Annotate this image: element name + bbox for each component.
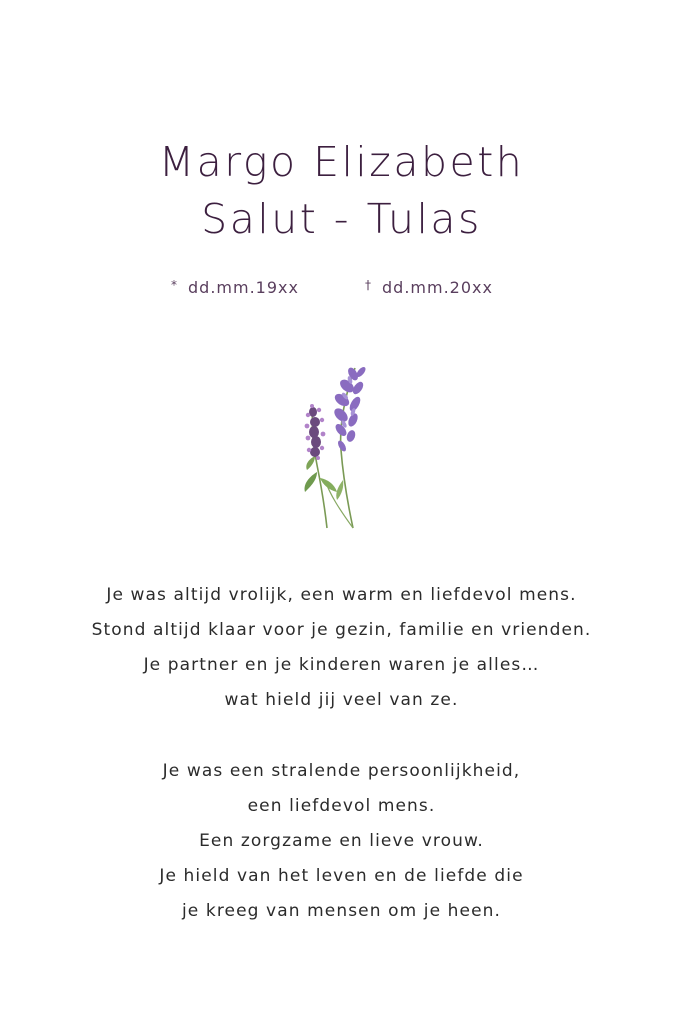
lavender-sprigs-illustration <box>295 360 375 532</box>
poem-line: wat hield jij veel van ze. <box>224 690 459 710</box>
deceased-name-line1: Margo Elizabeth <box>158 138 525 186</box>
birth-symbol: * <box>171 278 178 292</box>
birth-date <box>171 278 299 297</box>
poem-line: Je was een stralende persoonlijkheid, <box>162 761 521 781</box>
death-symbol: † <box>365 278 372 292</box>
deceased-name-line2: Salut - Tulas <box>201 195 482 243</box>
stanza-break <box>0 723 683 759</box>
poem-line: Je was altijd vrolijk, een warm en liefdevol mens. <box>106 585 577 605</box>
death-date <box>365 278 493 297</box>
poem-line: Je hield van het leven en de liefde die <box>159 866 524 886</box>
birth-date-value: dd.mm.19xx <box>188 278 299 297</box>
poem-line: je kreeg van mensen om je heen. <box>181 901 502 921</box>
memorial-poem <box>0 583 683 934</box>
life-dates <box>0 278 683 298</box>
poem-line: Een zorgzame en lieve vrouw. <box>199 831 484 851</box>
poem-line: Je partner en je kinderen waren je alles… <box>143 655 540 675</box>
poem-line: Stond altijd klaar voor je gezin, familie en vrienden. <box>91 620 592 640</box>
poem-line: een liefdevol mens. <box>247 796 436 816</box>
death-date-value: dd.mm.20xx <box>382 278 493 297</box>
